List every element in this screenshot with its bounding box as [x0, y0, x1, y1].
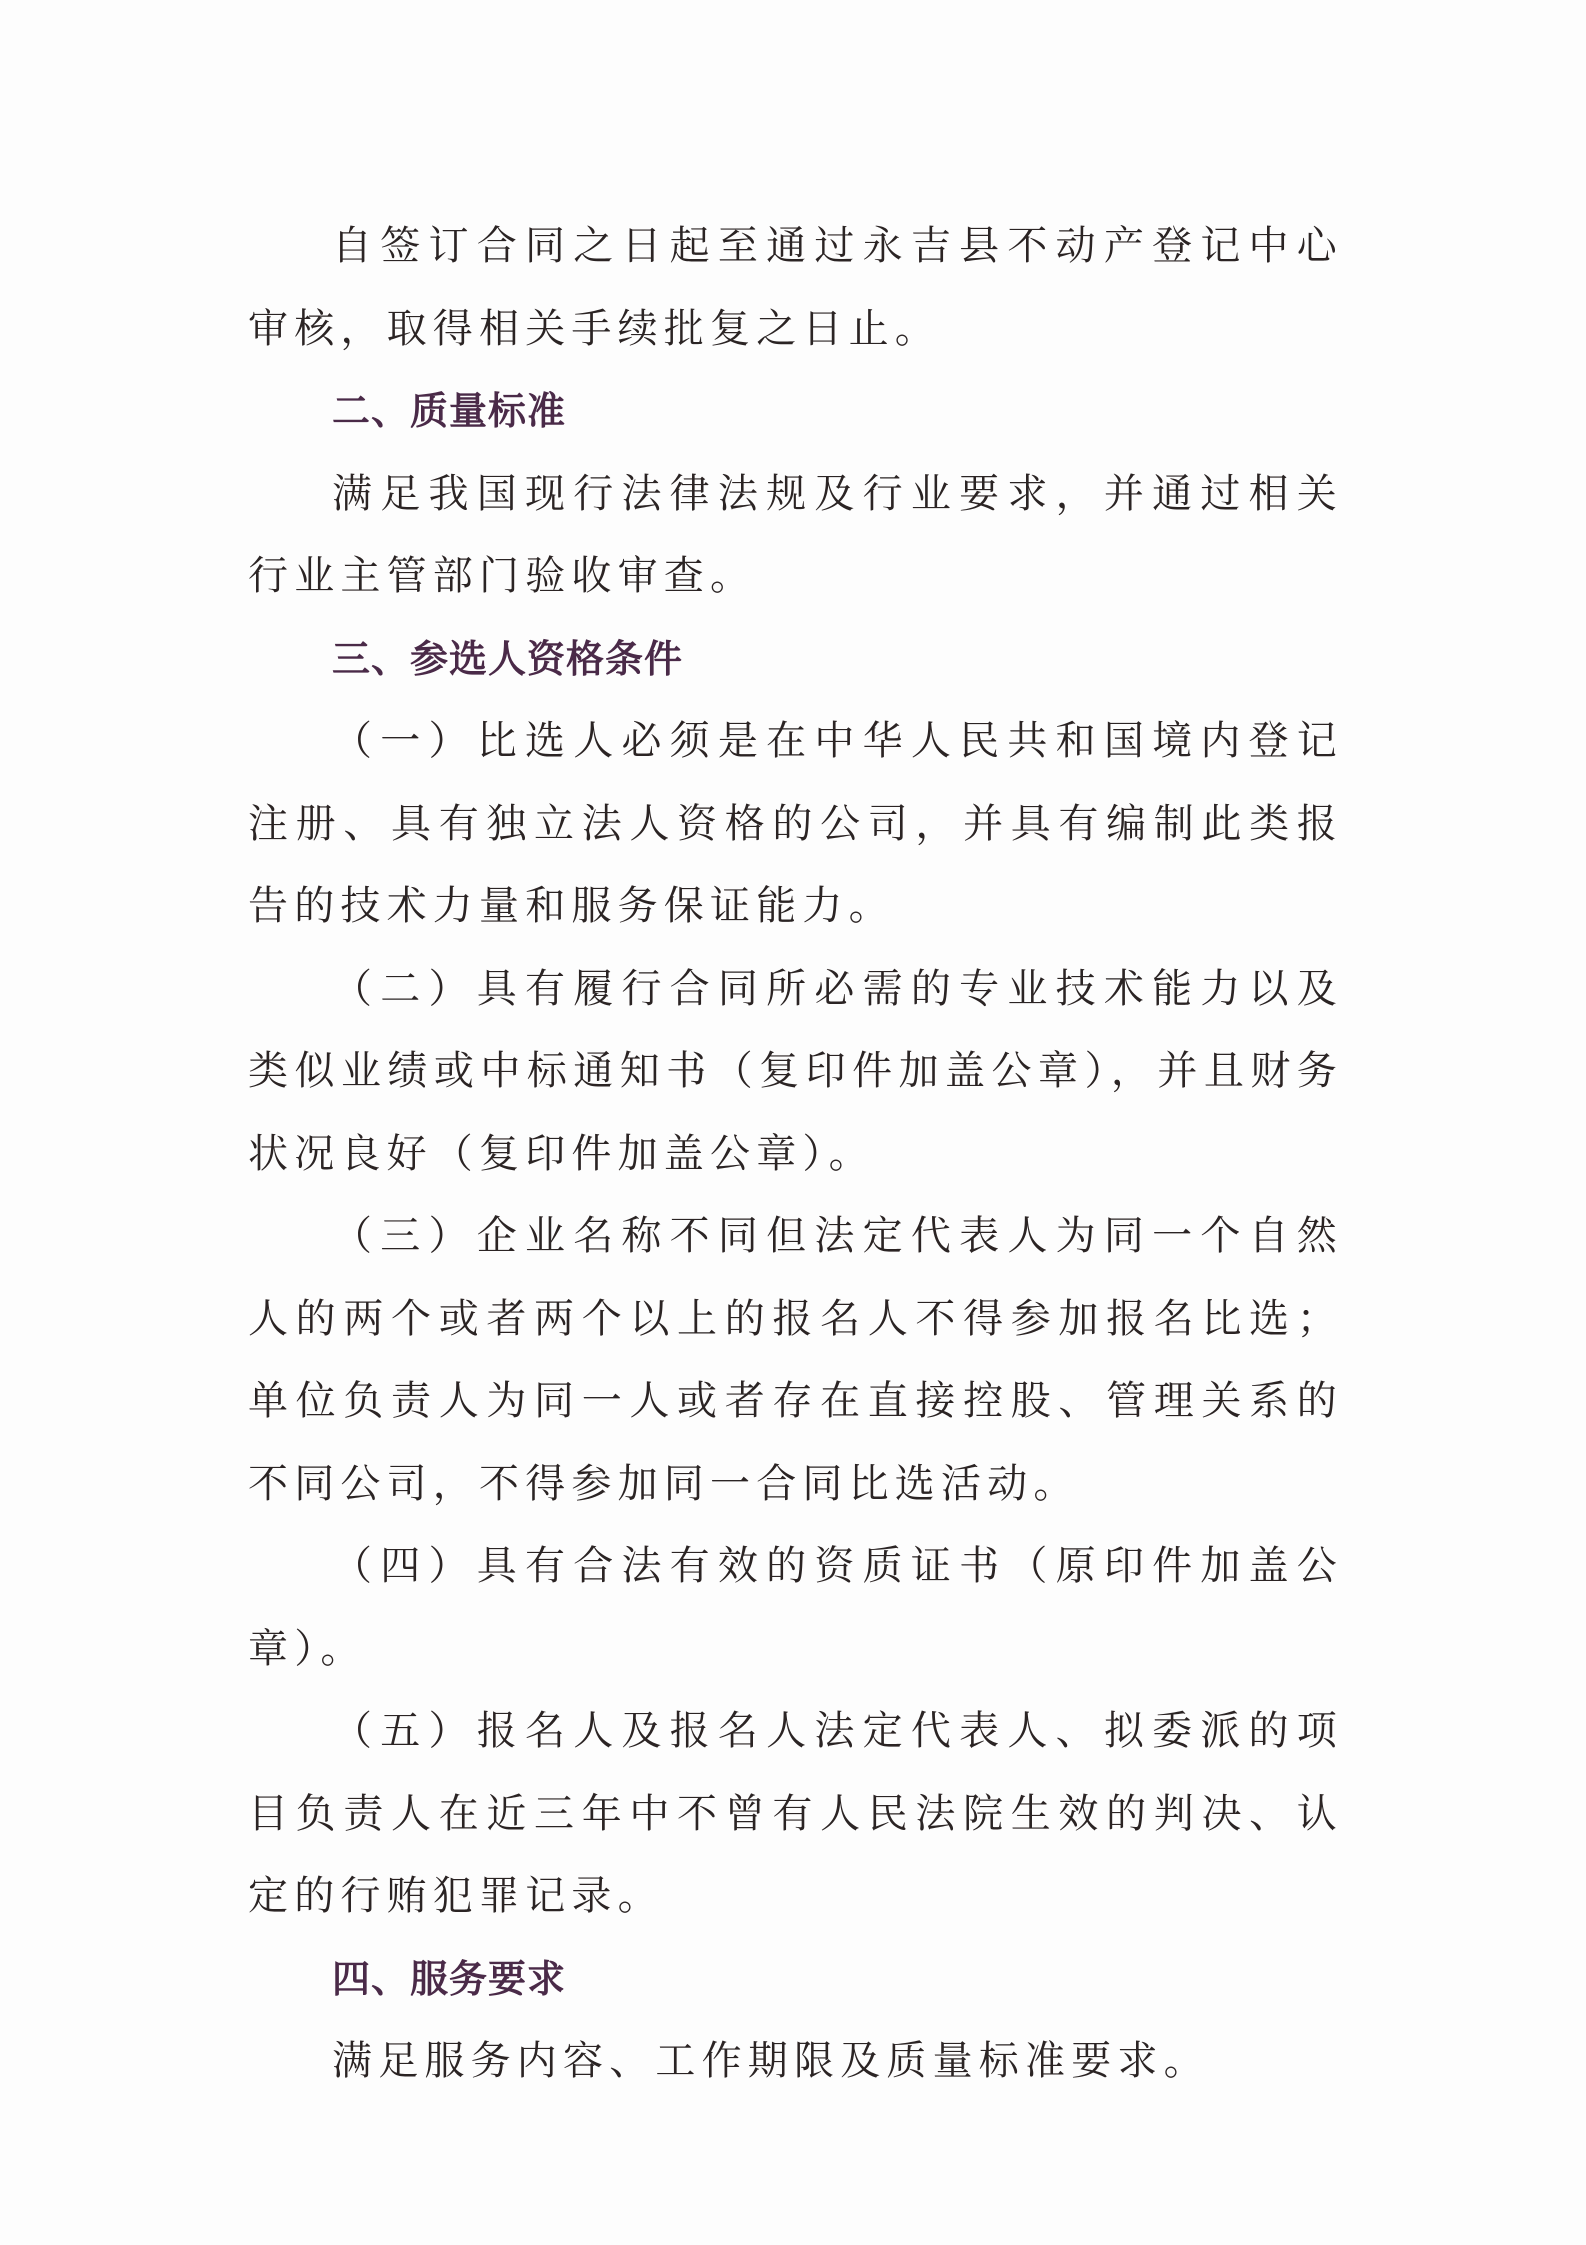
- document-body: [248, 205, 1343, 2103]
- paragraph-qualification-2: （二）具有履行合同所必需的专业技术能力以及类似业绩或中标通知书（复印件加盖公章），并且财务状况良好（复印件加盖公章）。: [248, 965, 1343, 1177]
- paragraph-qualification-1: （一）比选人必须是在中华人民共和国境内登记注册、具有独立法人资格的公司，并具有编制此类报告的技术力量和服务保证能力。: [248, 718, 1343, 929]
- section-heading-quality-standard: 二、质量标准: [332, 389, 567, 433]
- paragraph-quality-standard: 满足我国现行法律法规及行业要求，并通过相关行业主管部门验收审查。: [248, 470, 1343, 599]
- section-heading-service-requirements: 四、服务要求: [332, 1956, 567, 2001]
- paragraph-qualification-3: （三）企业名称不同但法定代表人为同一个自然人的两个或者两个以上的报名人不得参加报名比选；单位负责人为同一人或者存在直接控股、管理关系的不同公司，不得参加同一合同比选活动。: [248, 1213, 1343, 1507]
- paragraph-work-period: 自签订合同之日起至通过永吉县不动产登记中心审核，取得相关手续批复之日止。: [248, 223, 1343, 352]
- paragraph-qualification-4: （四）具有合法有效的资质证书（原印件加盖公章）。: [248, 1543, 1343, 1672]
- section-heading-qualification: 三、参选人资格条件: [332, 636, 684, 681]
- paragraph-service-requirements: 满足服务内容、工作期限及质量标准要求。: [332, 2038, 1210, 2084]
- paragraph-qualification-5: （五）报名人及报名人法定代表人、拟委派的项目负责人在近三年中不曾有人民法院生效的判决、认定的行贿犯罪记录。: [248, 1708, 1343, 1919]
